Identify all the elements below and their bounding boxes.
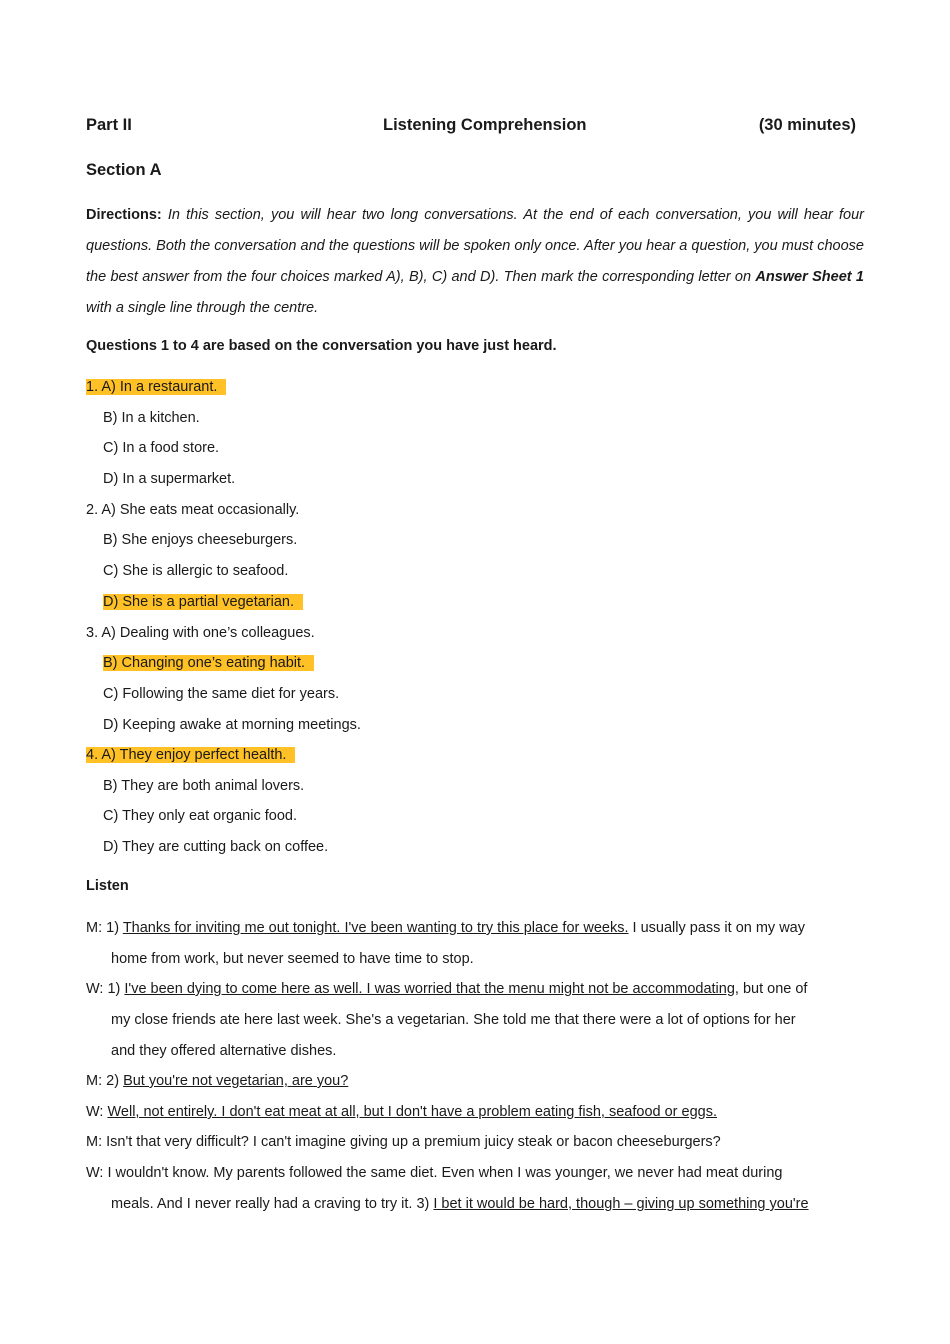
question-4-option-b: B) They are both animal lovers. <box>103 778 305 794</box>
time-limit: (30 minutes) <box>758 116 856 134</box>
marker: 1) <box>106 920 123 936</box>
part-label: Part II <box>86 116 132 134</box>
speaker: W: <box>86 1104 108 1120</box>
transcript-line-1 <box>86 913 864 944</box>
directions-label: Directions: <box>86 207 162 223</box>
option-text: A) In a restaurant. <box>101 379 218 395</box>
line-text: Isn't that very difficult? I can't imagine giving up a premium juicy steak or bacon cheeseburgers? <box>106 1134 721 1150</box>
question-3-option-b <box>103 653 314 673</box>
line-text: I wouldn't know. My parents followed the same diet. Even when I was younger, we never had meat during <box>107 1165 783 1181</box>
line-text: meals. And I never really had a craving to try it. 3) <box>111 1196 434 1212</box>
question-number: 4. <box>86 747 99 763</box>
marker: 1) <box>107 981 125 997</box>
key-sentence: Well, not entirely. I don't eat meat at all, but I don't have a problem eating fish, seafood or eggs. <box>107 1104 718 1120</box>
answer-highlight: D) She is a partial vegetarian. <box>103 594 303 610</box>
question-1-option-b: B) In a kitchen. <box>103 410 200 426</box>
marker: 2) <box>106 1073 124 1089</box>
continuation <box>86 1189 864 1220</box>
question-2-option-c: C) She is allergic to seafood. <box>103 563 289 579</box>
key-sentence: I've been dying to come here as well. I was worried that the menu might not be accommodating <box>124 981 735 997</box>
speaker: M: <box>86 1073 107 1089</box>
speaker: M: <box>86 1134 107 1150</box>
transcript-line-2-cont <box>86 1005 864 1036</box>
answer-highlight <box>86 747 295 763</box>
key-sentence: Thanks for inviting me out tonight. I've been wanting to try this place for weeks. <box>122 920 629 936</box>
directions-text-1: In this section, you will hear two long conversations. At the end of each conversation, you will hear four questions. Both the conversation and the questions will be spoken only once. After you hear a question, you must choose the best answer from the four choices marked A), B), C) and D). Then mark the corresponding letter on <box>86 207 864 285</box>
directions-text-2: with a single line through the centre. <box>86 300 319 316</box>
transcript-line-5 <box>86 1127 864 1158</box>
transcript-line-2 <box>86 974 864 1005</box>
question-2-option-b: B) She enjoys cheeseburgers. <box>103 532 298 548</box>
answer-sheet-ref: Answer Sheet 1 <box>755 269 864 285</box>
transcript-line-6 <box>86 1158 864 1189</box>
option-text: A) They enjoy perfect health. <box>101 747 287 763</box>
continuation: home from work, but never seemed to have time to stop. <box>111 951 474 967</box>
transcript-line-6-cont <box>86 1189 864 1220</box>
question-number: 1. <box>86 379 99 395</box>
part-header <box>86 116 856 140</box>
section-heading: Section A <box>86 161 162 179</box>
question-4-option-d: D) They are cutting back on coffee. <box>103 839 329 855</box>
transcript-line-2-cont2 <box>86 1036 864 1067</box>
question-2-option-d <box>103 592 303 612</box>
part-title: Listening Comprehension <box>383 116 587 134</box>
answer-highlight: B) Changing one’s eating habit. <box>103 655 314 671</box>
question-3-option-a <box>86 623 315 643</box>
transcript-line-3 <box>86 1066 864 1097</box>
option-text: A) She eats meat occasionally. <box>101 502 300 518</box>
line-text: , but one of <box>734 981 808 997</box>
transcript-line-1-cont <box>86 944 864 975</box>
answer-highlight <box>86 379 226 395</box>
question-number: 2. <box>86 502 99 518</box>
key-sentence: But you're not vegetarian, are you? <box>123 1073 349 1089</box>
speaker: W: <box>86 981 108 997</box>
question-2-option-a <box>86 500 299 520</box>
question-3-option-d: D) Keeping awake at morning meetings. <box>103 717 361 733</box>
question-1-option-a <box>86 377 226 397</box>
speaker: W: <box>86 1165 108 1181</box>
directions-paragraph <box>86 200 864 324</box>
transcript-line-4 <box>86 1097 864 1128</box>
continuation: my close friends ate here last week. She's a vegetarian. She told me that there were a lot of options for her <box>111 1012 796 1028</box>
question-1-option-d: D) In a supermarket. <box>103 471 236 487</box>
speaker: M: <box>86 920 107 936</box>
question-4-option-c: C) They only eat organic food. <box>103 808 297 824</box>
questions-intro: Questions 1 to 4 are based on the conversation you have just heard. <box>86 338 557 354</box>
line-text: I usually pass it on my way <box>628 920 806 936</box>
question-number: 3. <box>86 625 99 641</box>
key-sentence: I bet it would be hard, though – giving up something you're <box>433 1196 809 1212</box>
question-1-option-c: C) In a food store. <box>103 440 220 456</box>
question-4-option-a <box>86 745 295 765</box>
listen-heading: Listen <box>86 878 129 894</box>
question-3-option-c: C) Following the same diet for years. <box>103 686 340 702</box>
continuation: and they offered alternative dishes. <box>111 1043 337 1059</box>
option-text: A) Dealing with one’s colleagues. <box>101 625 315 641</box>
